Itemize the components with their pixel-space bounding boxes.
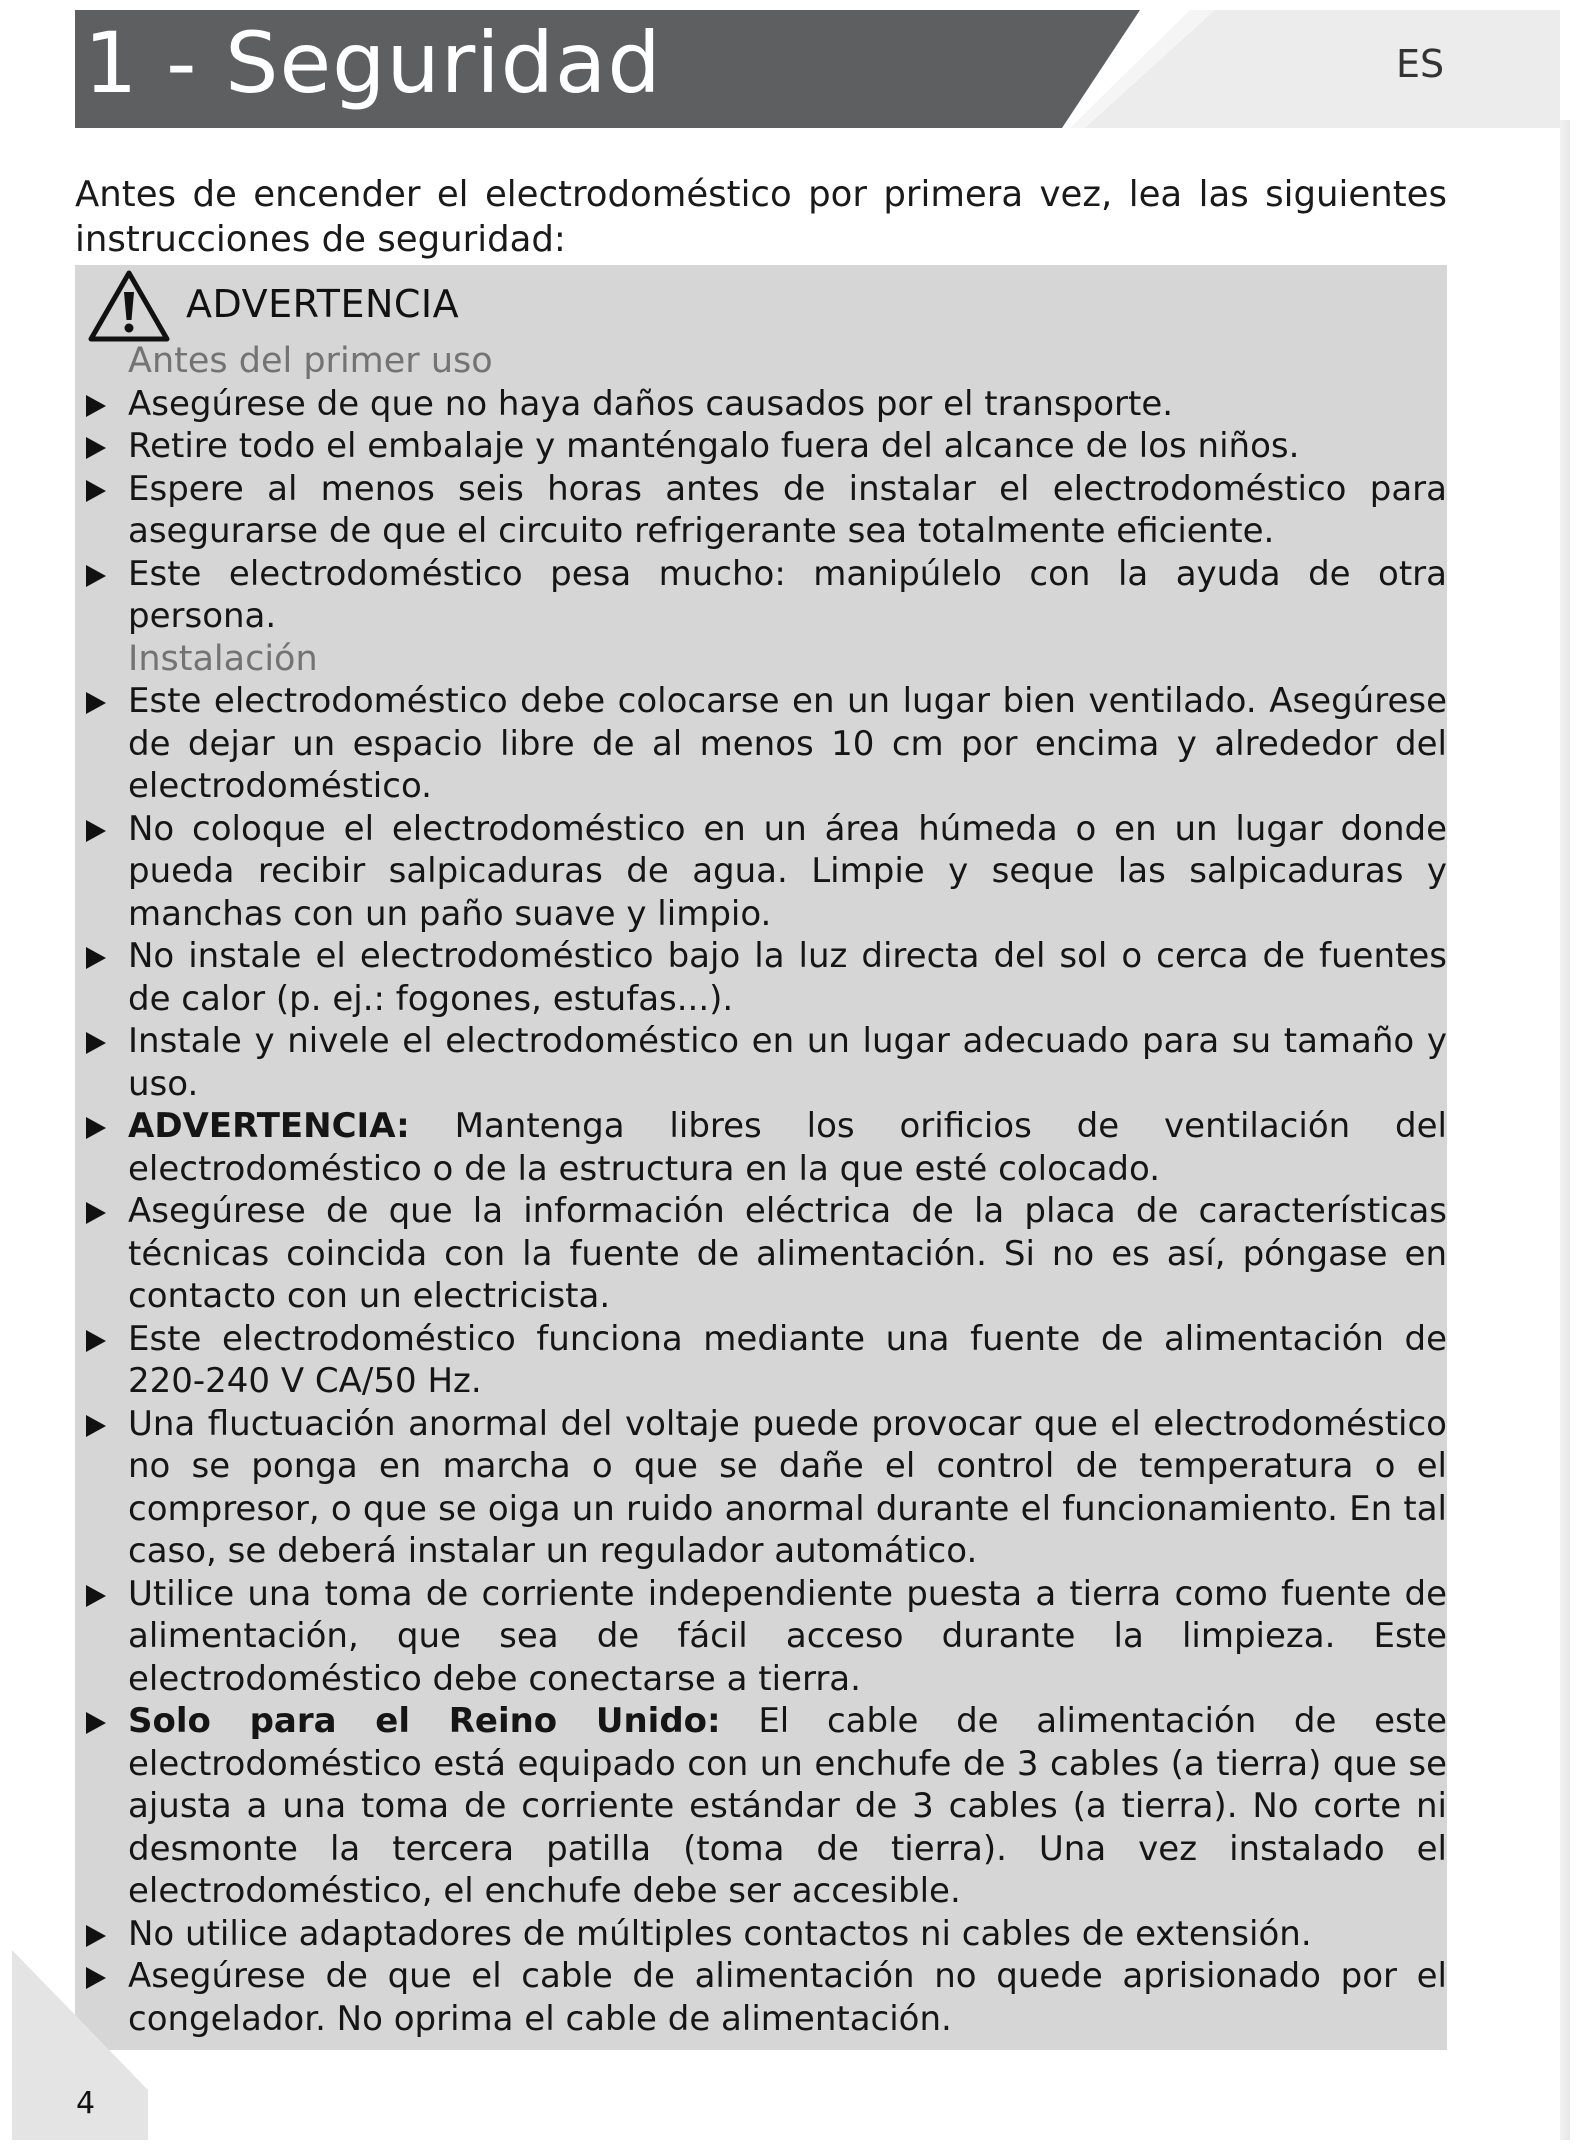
bullet-arrow-icon [86,395,106,417]
bullet-arrow-icon [86,480,106,502]
list-item: No utilice adaptadores de múltiples contactos ni cables de extensión. [84,1913,1447,1956]
page-number: 4 [76,2086,96,2121]
list-item: Instale y nivele el electrodoméstico en un lugar adecuado para su tamaño y uso. [84,1020,1447,1105]
bullet-arrow-icon [86,565,106,587]
list-item: Este electrodoméstico funciona mediante una fuente de alimentación de 220-240 V CA/50 Hz. [84,1318,1447,1403]
bullet-lead: Solo para el Reino Unido: [128,1701,721,1741]
list-item: Asegúrese de que la información eléctrica de la placa de características técnicas coincida con la fuente de alimentación. Si no es así, póngase en contacto con un electricista. [84,1190,1447,1318]
list-item: Asegúrese de que el cable de alimentación no quede aprisionado por el congelador. No oprima el cable de alimentación. [84,1955,1447,2040]
bullet-arrow-icon [86,1032,106,1054]
bullet-arrow-icon [86,1585,106,1607]
list-item: Este electrodoméstico debe colocarse en un lugar bien ventilado. Asegúrese de dejar un espacio libre de al menos 10 cm por encima y alrededor del electrodoméstico. [84,680,1447,808]
footer-corner-shape [0,1940,160,2153]
list-item: Retire todo el embalaje y manténgalo fuera del alcance de los niños. [84,425,1447,468]
list-item: ADVERTENCIA: Mantenga libres los orificios de ventilación del electrodoméstico o de la estructura en la que esté colocado. [84,1105,1447,1190]
bullet-arrow-icon [86,1712,106,1734]
bullet-arrow-icon [86,692,106,714]
list-item: Este electrodoméstico pesa mucho: manipúlelo con la ayuda de otra persona. [84,553,1447,638]
bullet-arrow-icon [86,820,106,842]
bullet-arrow-icon [86,947,106,969]
page-header [0,0,1580,140]
list-item: No coloque el electrodoméstico en un área húmeda o en un lugar donde pueda recibir salpicaduras de agua. Limpie y seque las salpicaduras y manchas con un paño suave y limpio. [84,808,1447,936]
bullet-arrow-icon [86,1117,106,1139]
safety-instructions [84,340,1447,2040]
section-title-installation: Instalación [128,638,318,679]
bullet-lead: ADVERTENCIA: [128,1106,410,1146]
language-code: ES [1396,42,1445,86]
list-item: Asegúrese de que no haya daños causados por el transporte. [84,383,1447,426]
list-item: No instale el electrodoméstico bajo la luz directa del sol o cerca de fuentes de calor (p. ej.: fogones, estufas...). [84,935,1447,1020]
list-item: Solo para el Reino Unido: El cable de alimentación de este electrodoméstico está equipado con un enchufe de 3 cables (a tierra) que se ajusta a una toma de corriente estándar de 3 cables (a tierra). No corte ni desmonte la tercera patilla (toma de tierra). Una vez instalado el electrodoméstico, el enchufe debe ser accesible. [84,1700,1447,1913]
warning-heading: ADVERTENCIA [186,282,460,326]
bullet-arrow-icon [86,1202,106,1224]
list-item: Utilice una toma de corriente independiente puesta a tierra como fuente de alimentación, que sea de fácil acceso durante la limpieza. Este electrodoméstico debe conectarse a tierra. [84,1573,1447,1701]
page-edge-decoration [1560,120,1570,2140]
section-title-before-first-use: Antes del primer uso [128,341,493,381]
warning-triangle-icon [86,268,172,344]
list-item: Espere al menos seis horas antes de instalar el electrodoméstico para asegurarse de que el circuito refrigerante sea totalmente eficiente. [84,468,1447,553]
bullet-arrow-icon [86,1415,106,1437]
page-title: 1 - Seguridad [84,14,662,112]
bullet-arrow-icon [86,1330,106,1352]
bullet-arrow-icon [86,437,106,459]
intro-paragraph: Antes de encender el electrodoméstico por primera vez, lea las siguientes instrucciones de seguridad: [75,174,1447,260]
list-item: Una fluctuación anormal del voltaje puede provocar que el electrodoméstico no se ponga en marcha o que se dañe el control de temperatura o el compresor, o que se oiga un ruido anormal durante el funcionamiento. En tal caso, se deberá instalar un regulador automático. [84,1403,1447,1573]
